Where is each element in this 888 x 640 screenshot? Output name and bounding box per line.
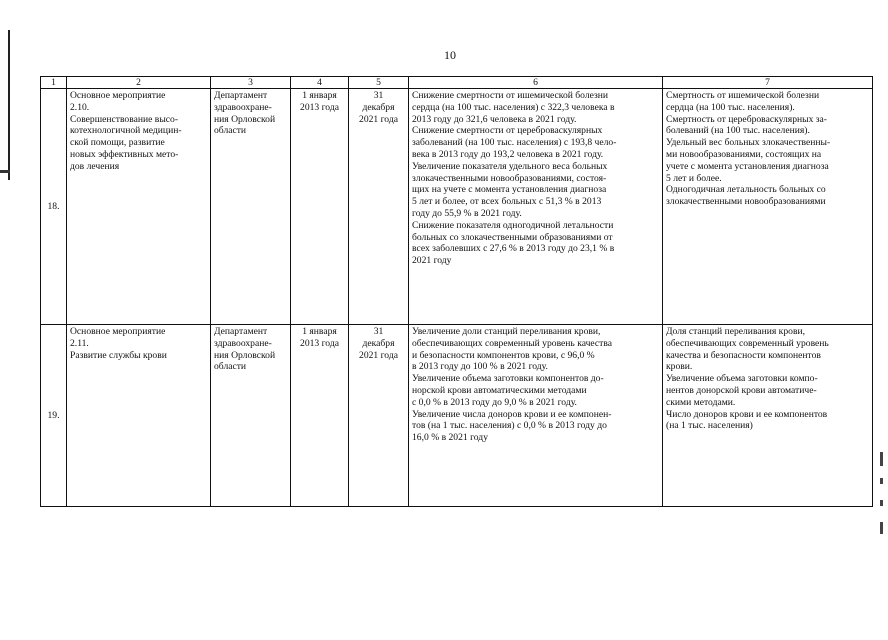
text-line: 2021 году (412, 255, 452, 267)
page-number: 10 (444, 48, 456, 62)
text-line: Департамент (214, 326, 268, 337)
text-line: Смертность от ишемической болезни (666, 90, 820, 101)
row-number: 18. (41, 89, 67, 325)
text-line: дов лечения (70, 160, 120, 172)
table-row (41, 89, 873, 325)
text-line: и безопасности компонентов крови, с 96,0 % (412, 349, 595, 361)
text-line: злокачественными новообразованиями, состоя- (412, 172, 607, 184)
text-line: области (214, 361, 247, 373)
column-number: 6 (409, 77, 663, 89)
expected-result-cell (409, 325, 663, 507)
column-number: 2 (67, 77, 211, 89)
text-line: Основное мероприятие (70, 326, 166, 337)
end-date-cell (349, 89, 409, 325)
text-line: скими методами. (666, 396, 736, 408)
text-line: злокачественными новообразованиями (666, 196, 826, 208)
scan-mark (880, 500, 883, 506)
text-line: (на 1 тыс. населения) (666, 420, 753, 432)
column-number: 1 (41, 77, 67, 89)
text-line: 31 (373, 326, 384, 337)
text-line: обеспечивающих современный уровень (666, 337, 829, 349)
start-date-cell (291, 89, 349, 325)
column-number: 7 (663, 77, 873, 89)
binding-edge-line (8, 30, 10, 180)
text-line: Удельный вес больных злокачественны- (666, 137, 831, 149)
text-line: 2.11. (70, 337, 89, 349)
text-line: болеваний (на 100 тыс. населения). (666, 125, 810, 137)
text-line: Увеличение доли станций переливания крови, (412, 326, 601, 337)
column-number: 4 (291, 77, 349, 89)
text-line: новых эффективных мето- (70, 148, 179, 160)
text-line: 2013 году до 321,6 человека в 2021 году. (412, 113, 577, 125)
text-line: 1 января (302, 326, 337, 337)
text-line: Увеличение объема заготовки компо- (666, 373, 818, 385)
text-line: Департамент (214, 90, 268, 101)
text-line: заболеваний (на 100 тыс. населения) с 193,8 чело- (412, 137, 617, 149)
text-line: 2013 года (300, 337, 339, 349)
scan-mark (880, 522, 883, 534)
text-line: нентов донорской крови автоматиче- (666, 384, 817, 396)
text-line: 5 лет и более, от всех больных с 51,3 % в 2013 (412, 196, 602, 208)
indicator-cell (663, 325, 873, 507)
text-line: Увеличение числа доноров крови и ее компонен- (412, 408, 612, 420)
executor-cell (211, 89, 291, 325)
text-line: ми новообразованиями, состоящих на (666, 148, 822, 160)
text-line: Число доноров крови и ее компонентов (666, 408, 828, 420)
text-line: учете с момента установления диагноза (666, 160, 829, 172)
expected-result-cell (409, 89, 663, 325)
table-row (41, 325, 873, 507)
text-line: 1 января (302, 90, 337, 101)
end-date-cell (349, 325, 409, 507)
text-line: году до 55,9 % в 2021 году. (412, 207, 522, 219)
text-line: котехнологичной медицин- (70, 125, 182, 137)
text-line: 16,0 % в 2021 году (412, 432, 488, 444)
row-number: 19. (41, 325, 67, 507)
column-number-row (41, 77, 873, 89)
text-line: сердца (на 100 тыс. населения) с 322,3 человека в (412, 101, 615, 113)
text-line: Доля станций переливания крови, (666, 326, 806, 337)
scan-mark (880, 478, 883, 484)
indicator-cell (663, 89, 873, 325)
text-line: Одногодичная летальность больных со (666, 184, 826, 196)
text-line: больных со злокачественными образованиями от (412, 231, 613, 243)
text-line: Снижение смертности от цереброваскулярных (412, 125, 603, 137)
executor-cell (211, 325, 291, 507)
start-date-cell (291, 325, 349, 507)
text-line: ния Орловской (214, 349, 276, 361)
text-line: 2021 года (359, 113, 398, 125)
text-line: всех заболевших с 27,6 % в 2013 году до 23,1 % в (412, 243, 615, 255)
measures-table (40, 76, 873, 507)
text-line: декабря (362, 101, 395, 113)
text-line: 31 (373, 90, 384, 101)
text-line: качества и безопасности компонентов (666, 349, 821, 361)
text-line: 2021 года (359, 349, 398, 361)
text-line: Совершенствование высо- (70, 113, 179, 125)
measure-cell (67, 89, 211, 325)
text-line: крови. (666, 361, 693, 373)
text-line: Увеличение показателя удельного веса больных (412, 160, 608, 172)
text-line: Основное мероприятие (70, 90, 166, 101)
text-line: с 0,0 % в 2013 году до 9,0 % в 2021 году. (412, 396, 577, 408)
text-line: в 2013 году до 100 % в 2021 году. (412, 361, 548, 373)
column-number: 3 (211, 77, 291, 89)
text-line: Увеличение объема заготовки компонентов до- (412, 373, 604, 385)
text-line: 2.10. (70, 101, 90, 113)
text-line: тов (на 1 тыс. населения) с 0,0 % в 2013 году до (412, 420, 607, 432)
text-line: Снижение показателя одногодичной летальности (412, 219, 614, 231)
text-line: Смертность от цереброваскулярных за- (666, 113, 828, 125)
text-line: норской крови автоматическими методами (412, 384, 587, 396)
text-line: века в 2013 году до 193,2 человека в 2021 году. (412, 148, 604, 160)
scan-mark (0, 170, 10, 173)
measure-cell (67, 325, 211, 507)
text-line: Снижение смертности от ишемической болезни (412, 90, 609, 101)
text-line: обеспечивающих современный уровень качества (412, 337, 613, 349)
text-line: области (214, 125, 247, 137)
text-line: Развитие службы крови (70, 349, 167, 361)
text-line: ской помощи, развитие (70, 137, 165, 149)
text-line: здравоохране- (214, 337, 272, 349)
text-line: здравоохране- (214, 101, 272, 113)
text-line: декабря (362, 337, 395, 349)
text-line: 5 лет и более. (666, 172, 722, 184)
scan-mark (880, 452, 883, 466)
text-line: щих на учете с момента установления диагноза (412, 184, 607, 196)
column-number: 5 (349, 77, 409, 89)
text-line: 2013 года (300, 101, 339, 113)
text-line: сердца (на 100 тыс. населения). (666, 101, 795, 113)
text-line: ния Орловской (214, 113, 276, 125)
